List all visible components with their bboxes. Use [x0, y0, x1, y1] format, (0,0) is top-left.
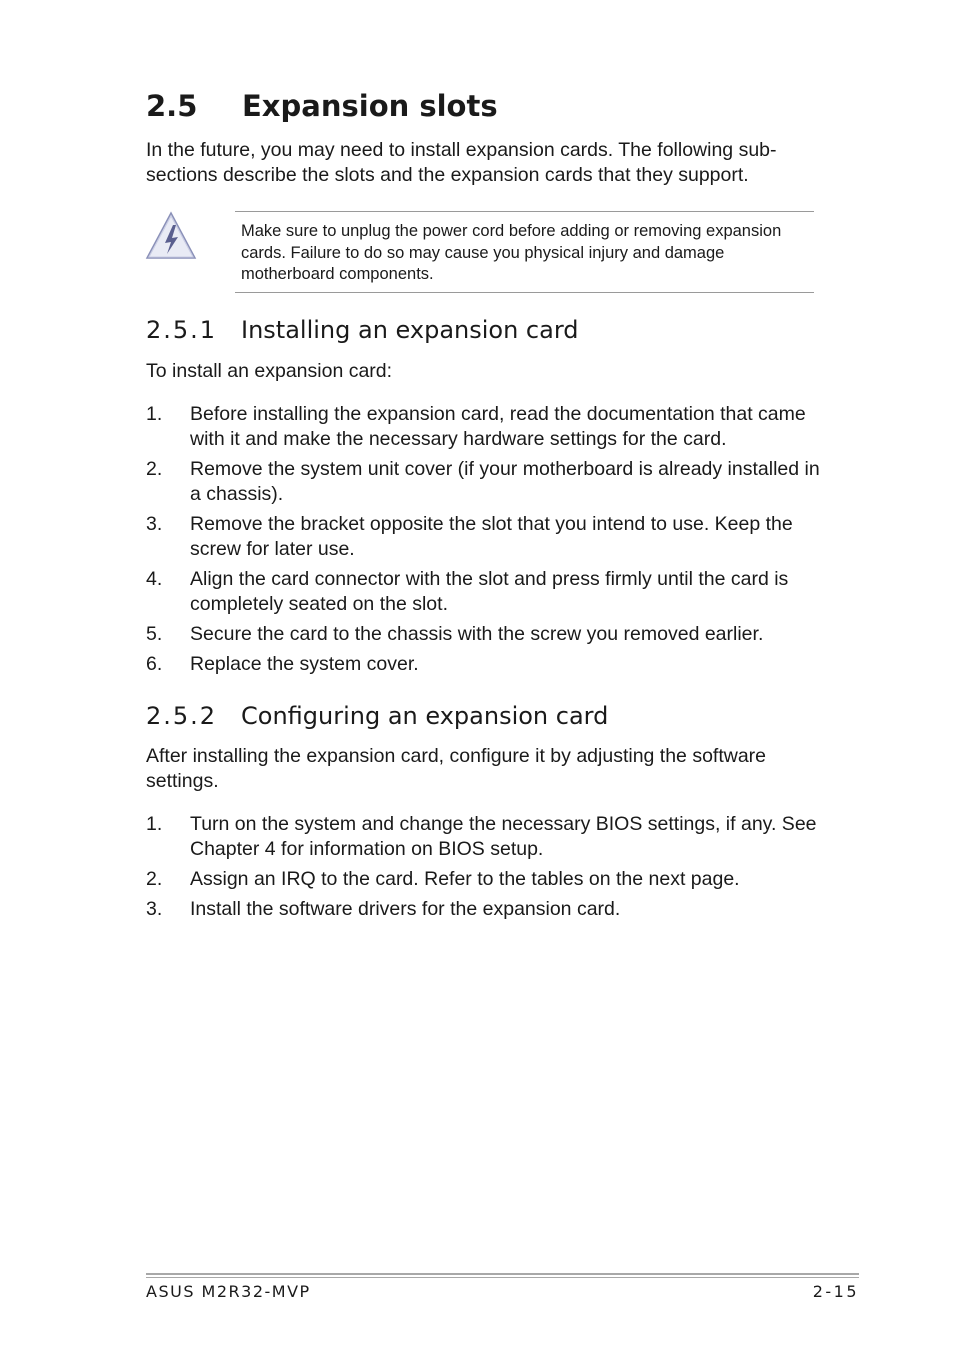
step-number: 1.: [146, 813, 163, 835]
install-lead: To install an expansion card:: [146, 360, 393, 382]
step-text: Before installing the expansion card, read the documentation that came with it and make the necessary hardware settings for the card.: [190, 403, 806, 450]
footer-product: ASUS M2R32-MVP: [146, 1282, 311, 1301]
step-text: Secure the card to the chassis with the screw you removed earlier.: [190, 623, 764, 645]
list-item: [146, 512, 836, 562]
section-number: 2.5: [146, 89, 198, 123]
step-number: 3.: [146, 898, 163, 920]
step-text: Remove the system unit cover (if your motherboard is already installed in a chassis).: [190, 458, 820, 505]
step-number: 2.: [146, 868, 163, 890]
list-item: [146, 897, 836, 922]
step-number: 4.: [146, 568, 163, 590]
section-title: [146, 84, 846, 128]
step-number: 3.: [146, 513, 163, 535]
subsection-title-text: Configuring an expansion card: [241, 702, 609, 730]
step-number: 6.: [146, 653, 163, 675]
step-text: Assign an IRQ to the card. Refer to the tables on the next page.: [190, 868, 740, 890]
step-text: Turn on the system and change the necessary BIOS settings, if any. See Chapter 4 for information on BIOS setup.: [190, 813, 817, 860]
footer-divider: [146, 1273, 859, 1275]
list-item: [146, 652, 836, 677]
footer-page-number: 2-15: [812, 1282, 859, 1301]
list-item: [146, 567, 836, 617]
step-number: 5.: [146, 623, 163, 645]
list-item: [146, 812, 836, 862]
warning-note: [235, 211, 814, 293]
section-title-text: Expansion slots: [242, 89, 498, 123]
warning-lightning-icon: [145, 210, 197, 262]
step-text: Remove the bracket opposite the slot that you intend to use. Keep the screw for later use.: [190, 513, 793, 560]
footer-divider: [146, 1277, 859, 1278]
subsection-number: 2.5.1: [146, 316, 218, 344]
step-number: 2.: [146, 458, 163, 480]
list-item: [146, 402, 836, 452]
step-text: Align the card connector with the slot and press firmly until the card is completely seated on the slot.: [190, 568, 789, 615]
configure-lead: After installing the expansion card, configure it by adjusting the software settings.: [146, 745, 767, 792]
step-text: Install the software drivers for the expansion card.: [190, 898, 621, 920]
subsection-number: 2.5.2: [146, 702, 218, 730]
list-item: [146, 867, 836, 892]
subsection-title-configuring: [146, 699, 846, 733]
subsection-title-text: Installing an expansion card: [241, 316, 579, 344]
subsection-title-installing: [146, 313, 846, 347]
list-item: [146, 457, 836, 507]
warning-note-text: Make sure to unplug the power cord before adding or removing expansion cards. Failure to do so may cause you physical injury and damage motherboard components.: [241, 222, 782, 283]
step-number: 1.: [146, 403, 163, 425]
list-item: [146, 622, 836, 647]
step-text: Replace the system cover.: [190, 653, 419, 675]
intro-paragraph: In the future, you may need to install expansion cards. The following sub-sections describe the slots and the expansion cards that they support.: [146, 139, 777, 186]
